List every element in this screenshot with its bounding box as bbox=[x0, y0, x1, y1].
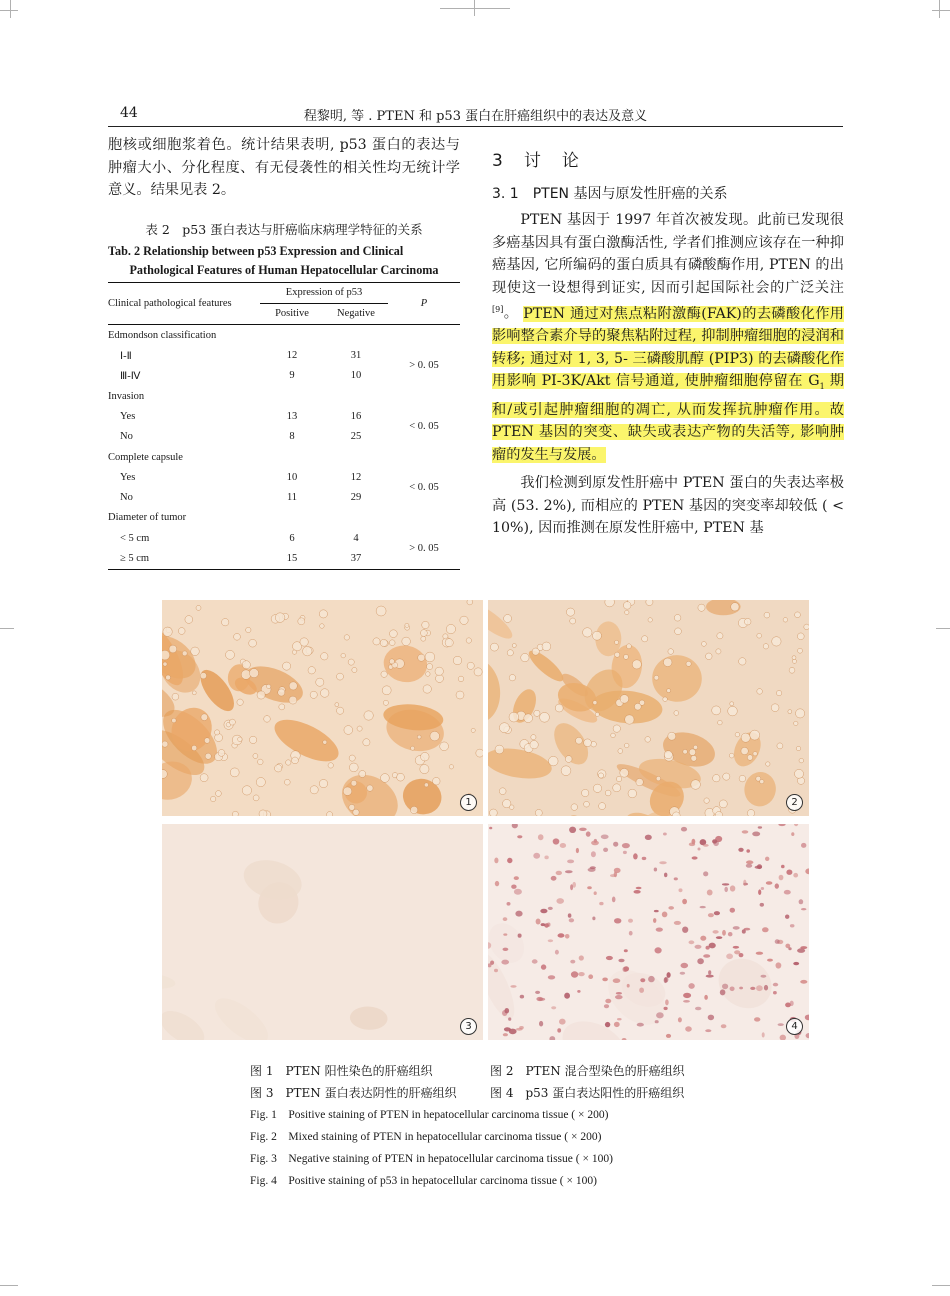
cell-negative: 16 bbox=[350, 410, 362, 422]
figure-captions bbox=[250, 1060, 685, 1192]
caption-fig4-en: Fig. 4 Positive staining of p53 in hepatocellular carcinoma tissue ( × 100) bbox=[250, 1175, 597, 1187]
para1-text: PTEN 基因于 1997 年首次被发现。此前已发现很多癌基因具有蛋白激酶活性, 学者们推测应该存在一种抑癌基因, 它所编码的蛋白质具有磷酸酶作用, PTEN 的出现使这一设想得到证实, 因而引起国际社会的广泛关注 bbox=[492, 212, 844, 296]
page-header bbox=[108, 104, 843, 126]
micrograph-image bbox=[162, 600, 483, 816]
crop-mark bbox=[939, 0, 940, 18]
cell-p-value: > 0. 05 bbox=[388, 528, 460, 569]
crop-mark bbox=[0, 10, 18, 11]
caption-fig2-en: Fig. 2 Mixed staining of PTEN in hepatocellular carcinoma tissue ( × 200) bbox=[250, 1131, 602, 1143]
cell-positive: 6 bbox=[289, 532, 295, 544]
highlight-part-b: 期和/或引起肿瘤细胞的凋亡, 从而发挥抗肿瘤作用。故 PTEN 基因的突变、缺失或表达产物的失活等, 影响肿瘤的发生与发展。 bbox=[492, 373, 844, 463]
highlighted-text bbox=[492, 306, 844, 463]
caption-fig2-cn: 图 2 PTEN 混合型染色的肝癌组织 bbox=[490, 1064, 685, 1078]
right-column bbox=[492, 140, 844, 540]
crop-mark bbox=[440, 8, 510, 9]
figure-grid bbox=[162, 600, 810, 1042]
cell-negative: 10 bbox=[350, 370, 362, 382]
running-title: 程黎明, 等 . PTEN 和 p53 蛋白在肝癌组织中的表达及意义 bbox=[303, 109, 648, 124]
caption-fig3-en: Fig. 3 Negative staining of PTEN in hepatocellular carcinoma tissue ( × 100) bbox=[250, 1153, 613, 1165]
table-caption-cn: 表 2 p53 蛋白表达与肝癌临床病理学特征的关系 bbox=[145, 221, 423, 237]
p53-table bbox=[108, 282, 460, 570]
discussion-paragraph-2: 我们检测到原发性肝癌中 PTEN 蛋白的失表达率极高 (53. 2%), 而相应的 PTEN 基因的突变率却较低 ( < 10%), 因而推测在原发性肝癌中, PTEN 基 bbox=[492, 475, 844, 537]
cell-negative: 31 bbox=[350, 350, 362, 362]
cell-negative: 12 bbox=[350, 471, 362, 483]
subscript: 1 bbox=[819, 382, 825, 392]
caption-fig1-cn: 图 1 PTEN 阳性染色的肝癌组织 bbox=[250, 1064, 433, 1078]
row-label: Yes bbox=[120, 410, 136, 422]
citation: [9] bbox=[492, 305, 504, 314]
row-label: ≥ 5 cm bbox=[108, 548, 260, 569]
header-rule bbox=[108, 126, 843, 127]
panel-number: 3 bbox=[460, 1018, 477, 1035]
cell-positive: 11 bbox=[286, 492, 298, 504]
caption-fig4-cn: 图 4 p53 蛋白表达阳性的肝癌组织 bbox=[490, 1086, 685, 1100]
cell-positive: 10 bbox=[286, 471, 298, 483]
caption-row-cn bbox=[250, 1060, 685, 1082]
group-label: Complete capsule bbox=[108, 451, 183, 463]
cell-positive: 9 bbox=[289, 370, 295, 382]
table-header-negative: Negative bbox=[337, 308, 375, 320]
cell-p-value: < 0. 05 bbox=[409, 421, 439, 433]
crop-mark bbox=[932, 10, 950, 11]
row-label: < 5 cm bbox=[120, 532, 150, 544]
cell-negative: 37 bbox=[324, 548, 388, 569]
table-header-feature: Clinical pathological features bbox=[108, 282, 260, 325]
group-label: Edmondson classification bbox=[108, 329, 217, 341]
table-group-row bbox=[108, 447, 460, 467]
caption-fig1-en: Fig. 1 Positive staining of PTEN in hepatocellular carcinoma tissue ( × 200) bbox=[250, 1109, 609, 1121]
left-column bbox=[108, 134, 460, 570]
row-label: No bbox=[120, 431, 133, 443]
results-paragraph: 胞核或细胞浆着色。统计结果表明, p53 蛋白的表达与肿瘤大小、分化程度、有无侵袭性的相关性均无统计学意义。结果见表 2。 bbox=[108, 137, 460, 198]
crop-mark bbox=[0, 628, 14, 629]
micrograph-image bbox=[488, 600, 809, 816]
table-header-positive: Positive bbox=[275, 308, 309, 320]
cell-negative: 4 bbox=[353, 532, 359, 544]
group-label: Invasion bbox=[108, 390, 145, 402]
page-number: 44 bbox=[120, 105, 138, 121]
highlight-part-a: PTEN 通过对焦点粘附激酶(FAK)的去磷酸化作用影响整合素介导的聚焦粘附过程, 抑制肿瘤细胞的浸润和转移; 通过对 1, 3, 5- 三磷酸肌醇 (PIP3) 的去磷酸化作用影响 PI-3K/Akt 信号通道, 使肿瘤细胞停留在 G bbox=[492, 305, 844, 390]
table-group-row bbox=[108, 508, 460, 528]
row-label: Yes bbox=[120, 471, 136, 483]
crop-mark bbox=[0, 1285, 18, 1286]
table-group-row bbox=[108, 386, 460, 406]
table-caption-en-line1: Tab. 2 Relationship between p53 Expression and Clinical bbox=[108, 243, 404, 258]
micrograph-image bbox=[488, 824, 809, 1040]
cell-positive: 15 bbox=[260, 548, 324, 569]
table-group-row bbox=[108, 325, 460, 345]
discussion-paragraph-1 bbox=[492, 209, 844, 466]
row-label: Ⅰ-Ⅱ bbox=[120, 350, 132, 362]
caption-fig3-cn: 图 3 PTEN 蛋白表达阴性的肝癌组织 bbox=[250, 1086, 457, 1100]
panel-number: 2 bbox=[786, 794, 803, 811]
table-row bbox=[108, 467, 460, 487]
para1-sep: 。 bbox=[503, 305, 519, 322]
cell-positive: 13 bbox=[286, 410, 298, 422]
table-row bbox=[108, 345, 460, 365]
table-row bbox=[108, 528, 460, 548]
micrograph-2 bbox=[488, 600, 809, 816]
crop-mark bbox=[936, 628, 950, 629]
micrograph-image bbox=[162, 824, 483, 1040]
crop-mark bbox=[932, 1285, 950, 1286]
cell-positive: 8 bbox=[289, 431, 295, 443]
cell-negative: 25 bbox=[350, 431, 362, 443]
micrograph-1 bbox=[162, 600, 483, 816]
table-header-group: Expression of p53 bbox=[260, 282, 388, 303]
section-heading: 3 讨 论 bbox=[492, 151, 581, 171]
cell-p-value: < 0. 05 bbox=[409, 481, 439, 493]
panel-number: 4 bbox=[786, 1018, 803, 1035]
row-label: No bbox=[120, 492, 133, 504]
table-header-p: P bbox=[388, 282, 460, 325]
cell-p-value: > 0. 05 bbox=[409, 360, 439, 372]
cell-positive: 12 bbox=[286, 350, 298, 362]
micrograph-3 bbox=[162, 824, 483, 1040]
row-label: Ⅲ-Ⅳ bbox=[120, 370, 141, 382]
group-label: Diameter of tumor bbox=[108, 512, 187, 524]
crop-mark bbox=[10, 0, 11, 18]
cell-negative: 29 bbox=[350, 492, 362, 504]
caption-row-cn bbox=[250, 1082, 685, 1104]
panel-number: 1 bbox=[460, 794, 477, 811]
subsection-heading: 3. 1 PTEN 基因与原发性肝癌的关系 bbox=[492, 186, 728, 202]
table-row bbox=[108, 406, 460, 426]
micrograph-4 bbox=[488, 824, 809, 1040]
table-caption-en-line2: Pathological Features of Human Hepatocellular Carcinoma bbox=[129, 262, 439, 277]
